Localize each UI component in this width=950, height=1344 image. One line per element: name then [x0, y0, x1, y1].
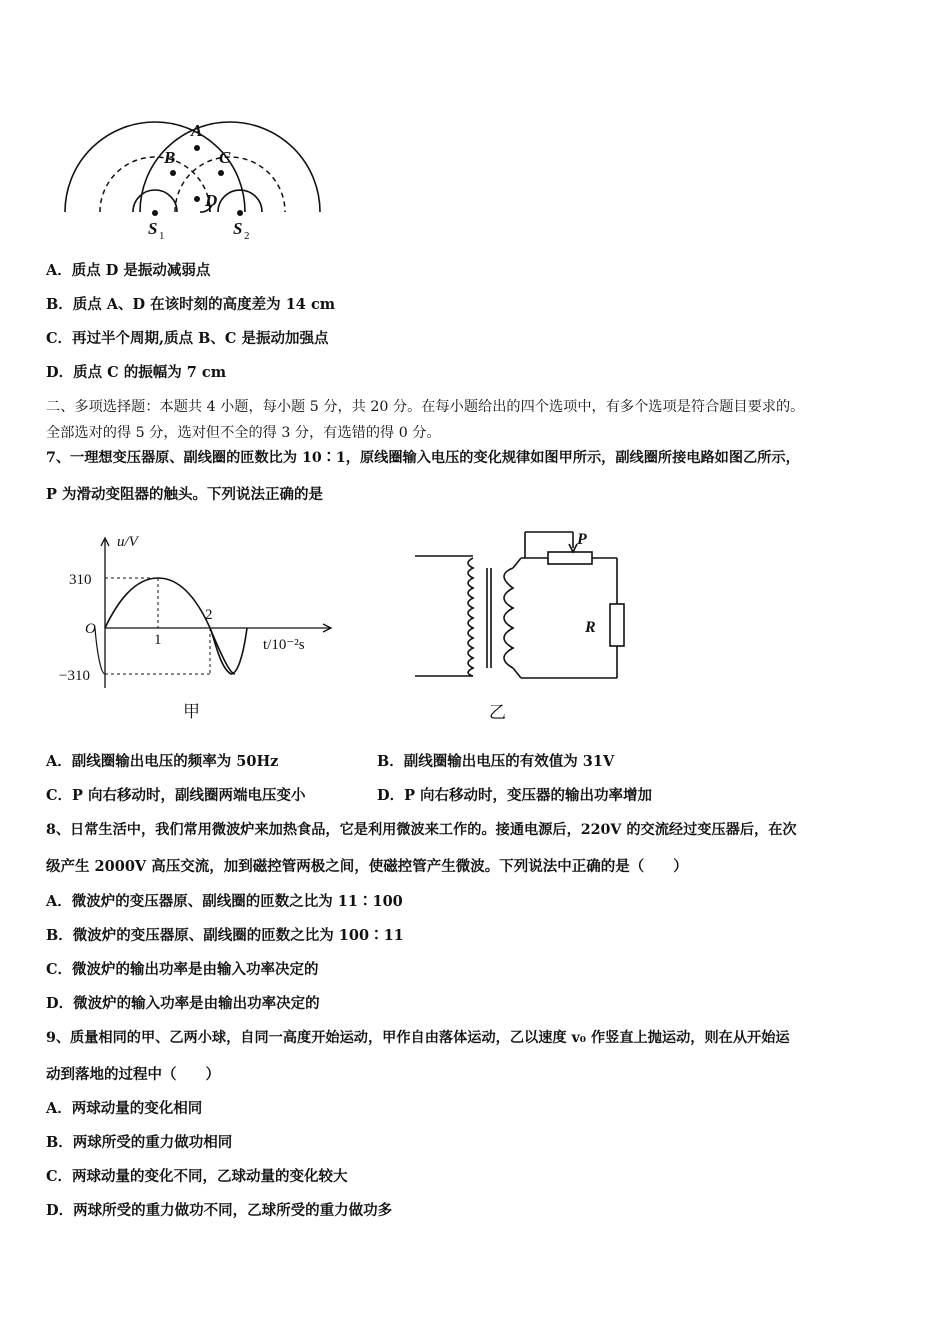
q9-stem-line2: 动到落地的过程中（ ） [46, 1066, 220, 1083]
q9-option-c: C．两球动量的变化不同，乙球动量的变化较大 [46, 1168, 348, 1185]
transformer-circuit [405, 528, 645, 728]
origin-label: O [85, 621, 96, 637]
q8-option-c: C．微波炉的输出功率是由输入功率决定的 [46, 961, 319, 978]
tick-1-label: 1 [154, 632, 162, 648]
label-s1-sub: 1 [159, 230, 165, 242]
x-axis-label: t/10⁻²s [263, 637, 305, 653]
label-d: D [205, 191, 218, 210]
label-s1: S [148, 219, 158, 238]
circuit-caption: 乙 [489, 703, 506, 723]
q6-option-b: B．质点 A、D 在该时刻的高度差为 14 cm [46, 296, 336, 313]
label-p: P [577, 531, 587, 548]
q6-option-d: D．质点 C 的振幅为 7 cm [46, 364, 227, 381]
tick-2-label: 2 [205, 607, 213, 623]
q6-option-a: A．质点 D 是振动减弱点 [46, 262, 211, 279]
q7-option-b: B．副线圈输出电压的有效值为 31V [377, 753, 615, 770]
section-header-line1: 二、多项选择题：本题共 4 小题，每小题 5 分，共 20 分。在每小题给出的四个选项中，有多个选项是符合题目要求的。 [46, 399, 805, 415]
q9-option-a: A．两球动量的变化相同 [46, 1100, 203, 1117]
q9-option-d: D．两球所受的重力做功不同，乙球所受的重力做功多 [46, 1202, 393, 1219]
q6-option-c: C．再过半个周期,质点 B、C 是振动加强点 [46, 330, 329, 347]
q7-option-c: C．P 向右移动时，副线圈两端电压变小 [46, 787, 306, 804]
q9-stem-line1: 9、质量相同的甲、乙两小球，自同一高度开始运动，甲作自由落体运动，乙以速度 v₀ 作竖直上抛运动，则在从开始运 [46, 1030, 790, 1046]
q7-option-d: D．P 向右移动时，变压器的输出功率增加 [377, 787, 653, 804]
voltage-graph [55, 528, 355, 723]
q8-option-b: B．微波炉的变压器原、副线圈的匝数之比为 100∶11 [46, 927, 404, 944]
y-min-label: −310 [59, 668, 90, 684]
q9-option-b: B．两球所受的重力做功相同 [46, 1134, 233, 1151]
q8-stem-line2: 级产生 2000V 高压交流，加到磁控管两极之间，使磁控管产生微波。下列说法中正确的是（ ） [46, 858, 688, 875]
q8-option-d: D．微波炉的输入功率是由输出功率决定的 [46, 995, 320, 1012]
section-header-line2: 全部选对的得 5 分，选对但不全的得 3 分，有选错的得 0 分。 [46, 425, 441, 441]
q7-option-a: A．副线圈输出电压的频率为 50Hz [46, 753, 279, 770]
wave-interference-figure [60, 115, 330, 250]
q7-stem-line2: P 为滑动变阻器的触头。下列说法正确的是 [46, 486, 323, 503]
y-max-label: 310 [69, 572, 92, 588]
y-axis-label: u/V [117, 534, 138, 550]
label-c: C [219, 148, 231, 167]
label-b: B [164, 148, 176, 167]
q8-option-a: A．微波炉的变压器原、副线圈的匝数之比为 11∶100 [46, 893, 403, 910]
graph-caption: 甲 [183, 702, 200, 722]
label-s2: S [233, 219, 243, 238]
label-a: A [191, 121, 203, 140]
label-r: R [585, 619, 596, 636]
sine-curve [105, 578, 235, 674]
q7-stem-line1: 7、一理想变压器原、副线圈的匝数比为 10∶1，原线圈输入电压的变化规律如图甲所示，副线圈所接电路如图乙所示， [46, 450, 800, 466]
q8-stem-line1: 8、日常生活中，我们常用微波炉来加热食品，它是利用微波来工作的。接通电源后，220V 的交流经过变压器后，在次 [46, 822, 797, 838]
label-s2-sub: 2 [244, 230, 250, 242]
